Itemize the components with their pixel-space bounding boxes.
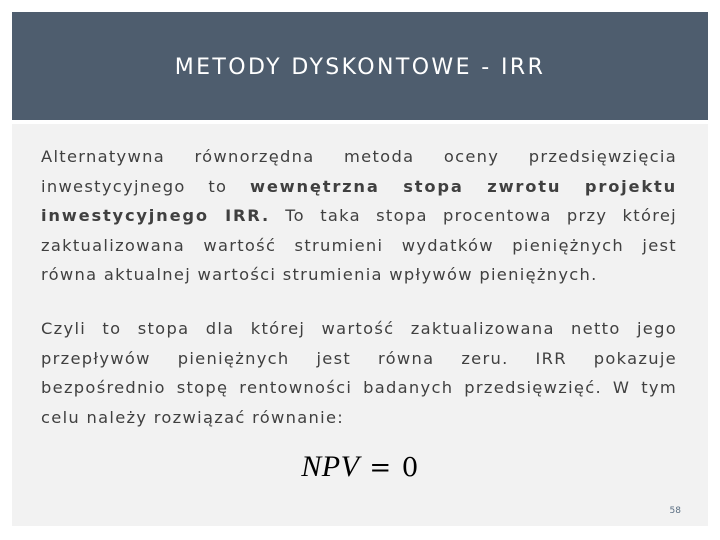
- paragraph-2: Czyli to stopa dla której wartość zaktualizowana netto jego przepływów pieniężnych jest równa zeru. IRR pokazuje bezpośrednio stopę rentowności badanych przedsięwzięć. W tym celu należy rozwiązać równanie:: [41, 319, 677, 427]
- page-number: 58: [669, 506, 681, 516]
- equation-lhs: NPV: [301, 450, 360, 483]
- paragraph-1: [41, 142, 677, 290]
- slide-title: METODY DYSKONTOWE - IRR: [174, 55, 546, 80]
- paragraph-1-text: Alternatywna równorzędna metoda oceny przedsięwzięcia inwestycyjnego to: [41, 147, 677, 196]
- paragraph-1-bold-term: wewnętrzna stopa zwrotu projektu inwestycyjnego IRR.: [41, 176, 678, 225]
- equation-rhs: 0: [401, 453, 419, 483]
- content-panel: [12, 124, 708, 526]
- title-bar: [12, 12, 708, 120]
- equation: [12, 450, 708, 484]
- paragraph-1-text-end: To taka stopa procentowa przy której zaktualizowana wartość strumieni wydatków pieniężnych jest równa aktualnej wartości strumienia wpływów pieniężnych.: [41, 206, 677, 284]
- equation-relation: =: [369, 453, 392, 483]
